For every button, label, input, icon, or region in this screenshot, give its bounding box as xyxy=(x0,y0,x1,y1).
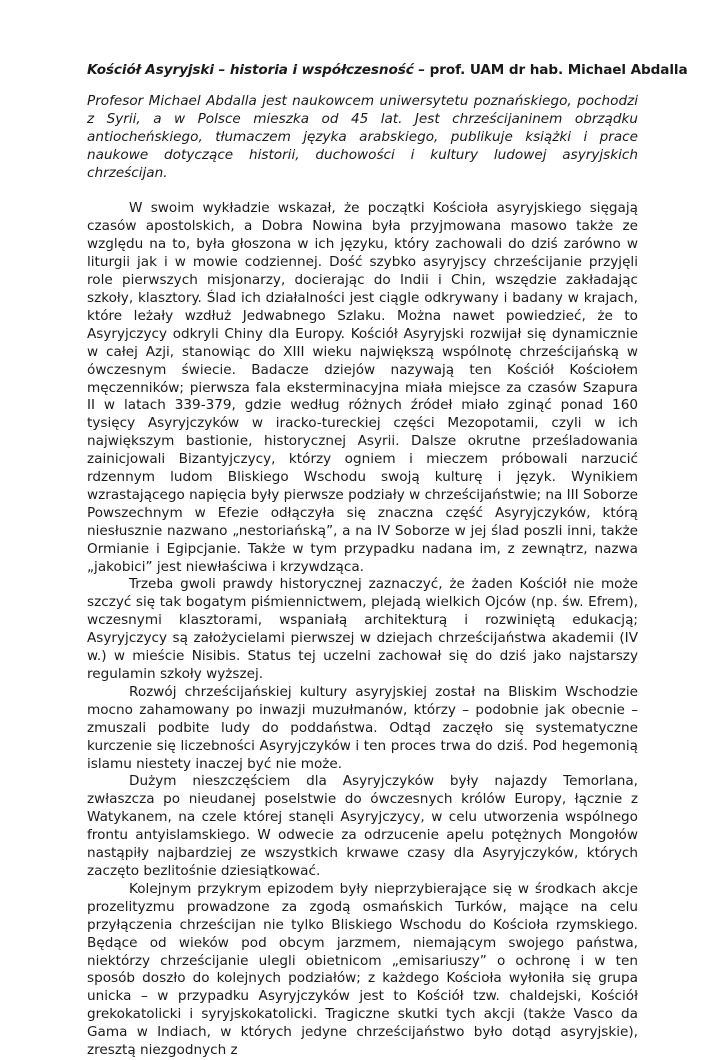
intro-paragraph xyxy=(87,93,638,183)
body-paragraph-4: Dużym nieszczęściem dla Asyryjczyków były najazdy Temorlana, zwłaszcza po nieudanej poselstwie do ówczesnych królów Europy, łącznie z Watykanem, na czele której stanęli Asyryjczycy, w celu utworzenia wspólnego frontu antyislamskiego. W odwecie za odrzucenie apelu potężnych Mongołów nastąpiły najbardziej ze wszystkich krwawe czasy dla Asyryjczyków, których zaczęto bezlitośnie dziesiątkować. xyxy=(87,773,638,879)
body-paragraph-1: W swoim wykładzie wskazał, że początki Kościoła asyryjskiego sięgają czasów apostolskich, a Dobra Nowina była przyjmowana masowo także ze względu na to, była głoszona w ich języku, który zachowali do dziś zarówno w liturgii jak i w mowie codziennej. Dość szybko asyryjscy chrześcijanie przyjęli role pierwszych misjonarzy, docierając do Indii i Chin, wszędzie zakładając szkoły, klasztory. Ślad ich działalności jest ciągle odkrywany i badany w krajach, które leżały wzdłuż Jedwabnego Szlaku. Można nawet powiedzieć, że to Asyryjczycy odkryli Chiny dla Europy. Kościół Asyryjski rozwijał się dynamicznie w całej Azji, stanowiąc do XIII wieku największą wspólnotę chrześcijańską w ówczesnym świecie. Badacze dziejów nazywają ten Kościół Kościołem męczenników; pierwsza fala eksterminacyjna miała miejsce za czasów Szapura II w latach 339-379, gdzie według różnych źródeł miało zginąć ponad 160 tysięcy Asyryjczyków w iracko-tureckiej części Mezopotamii, czyli w ich największym bastionie, historycznej Asyrii. Dalsze okrutne prześladowania zainicjowali Bizantyjczycy, którzy ogniem i mieczem próbowali narzucić rdzennym ludom Bliskiego Wschodu swoją kulturę i język. Wynikiem wzrastającego napięcia były pierwsze podziały w chrześcijaństwie; na III Soborze Powszechnym w Efezie odłączyła się znaczna część Asyryjczyków, którą niesłusznie nazwano „nestoriańską”, a na IV Soborze w jej ślad poszli inni, także Ormianie i Egipcjanie. Także w tym przypadku nadana im, z zewnątrz, nazwa „jakobici” jest niewłaściwa i krzywdząca. xyxy=(87,200,638,575)
document-page xyxy=(87,62,688,1060)
title-author-part: prof. UAM dr hab. Michael Abdalla xyxy=(424,62,688,78)
body-paragraph-2: Trzeba gwoli prawdy historycznej zaznaczyć, że żaden Kościół nie może szczyć się tak bogatym piśmiennictwem, plejadą wielkich Ojców (np. św. Efrem), wczesnymi klasztorami, wspaniałą architekturą i rozwiniętą edukacją; Asyryjczycy są założycielami pierwszej w dziejach chrześcijaństwa akademii (IV w.) w mieście Nisibis. Status tej uczelni zachował się do dziś jako najstarszy regulamin szkoły wyższej. xyxy=(87,576,638,682)
intro-text: Michael Abdalla jest naukowcem uniwersytetu poznańskiego, pochodzi z Syrii, a w Polsce mieszka od 45 lat. Jest chrześcijaninem obrządku antiocheńskiego, tłumaczem języka arabskiego, publikuje książki i prace naukowe dotyczące historii, duchowości i kultury ludowej asyryjskich chrześcijan. xyxy=(87,92,638,181)
title-italic-part: Kościół Asyryjski – historia i współczesność – xyxy=(87,62,425,78)
body-paragraph-5: Kolejnym przykrym epizodem były nieprzybierające się w środkach akcje prozelityzmu prowadzone za zgodą osmańskich Turków, mające na celu przyłączenia chrześcijan nie tylko Bliskiego Wschodu do Kościoła rzymskiego. Będące od wieków pod obcym jarzmem, niemającym swojego państwa, niektórzy chrześcijanie ulegli obietnicom „emisariuszy” o ochronę i w ten sposób doszło do kolejnych podziałów; z każdego Kościoła wyłoniła się grupa unicka – w przypadku Asyryjczyków jest to Kościół tzw. chaldejski, Kościół grekokatolicki i syryjskokatolicki. Tragiczne skutki tych akcji (także Vasco da Gama w Indiach, w których jedyne chrześcijaństwo było dotąd asyryjskie), zresztą niezgodnych z xyxy=(87,880,638,1059)
body-paragraph-3: Rozwój chrześcijańskiej kultury asyryjskiej został na Bliskim Wschodzie mocno zahamowany po inwazji muzułmanów, którzy – podobnie jak obecnie – zmuszali podbite ludy do poddaństwa. Odtąd zaczęło się systematyczne kurczenie się liczebności Asyryjczyków i ten proces trwa do dziś. Pod hegemonią islamu niestety inaczej być nie może. xyxy=(87,683,638,772)
intro-lead: Profesor xyxy=(87,92,144,109)
article-title xyxy=(87,62,688,80)
